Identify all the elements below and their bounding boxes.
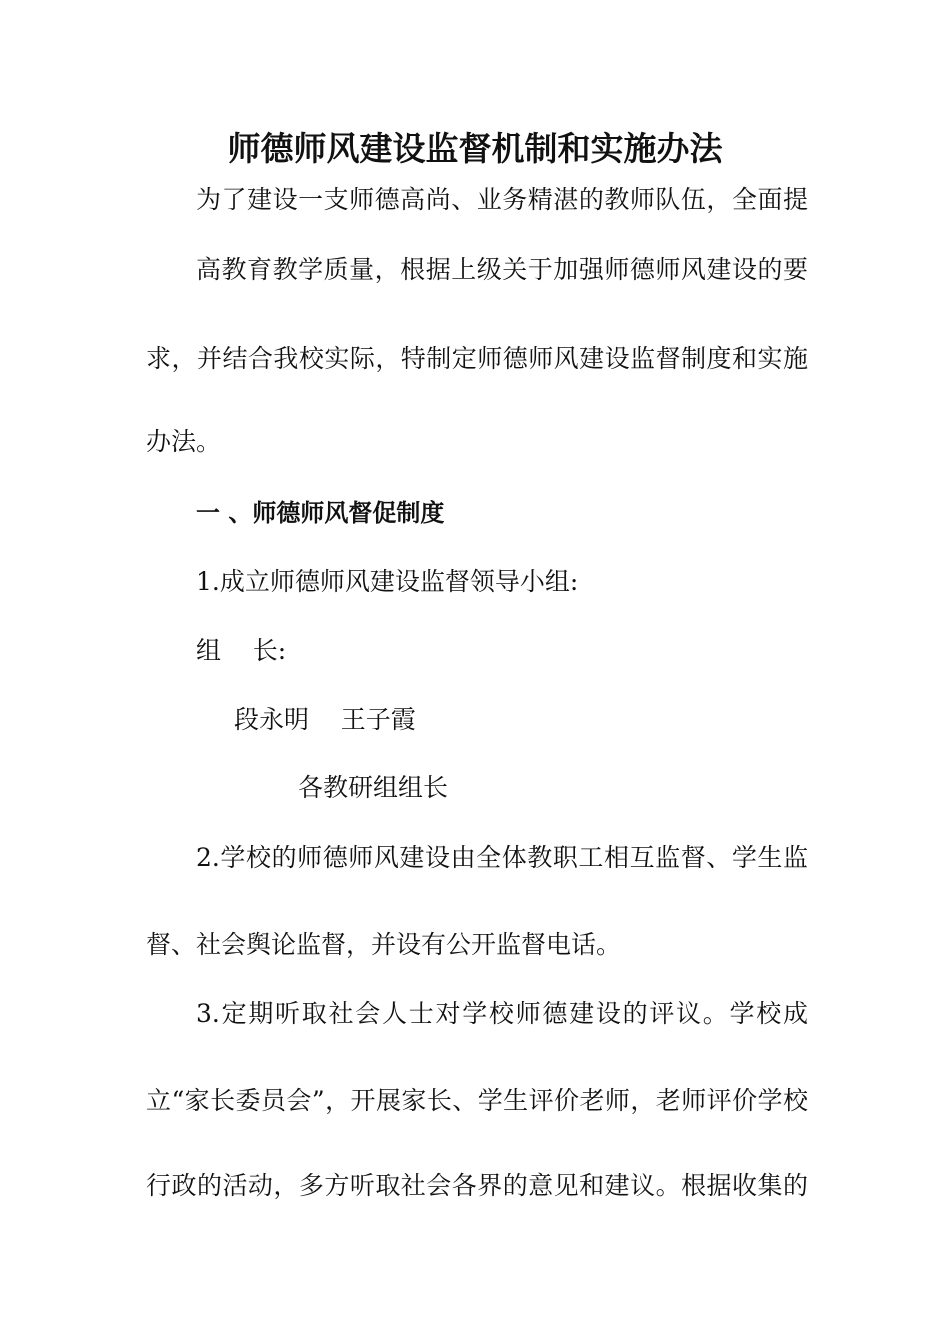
group-leader-label: 组 长: (196, 636, 287, 665)
list-item-2-line-2: 督、社会舆论监督，并设有公开监督电话。 (146, 930, 622, 959)
paragraph-line-3: 求，并结合我校实际，特制定师德师风建设监督制度和实施 (146, 344, 808, 373)
group-members: 各教研组组长 (298, 773, 449, 802)
document-title: 师德师风建设监督机制和实施办法 (227, 129, 723, 168)
list-item-1: 1.成立师德师风建设监督领导小组: (196, 567, 579, 596)
group-leader-names: 段永明 王子霞 (234, 705, 416, 734)
section-heading-1: 一 、师德师风督促制度 (196, 499, 445, 527)
list-item-3-line-2: 立“家长委员会”，开展家长、学生评价老师，老师评价学校 (146, 1086, 808, 1115)
paragraph-line-2: 高教育教学质量，根据上级关于加强师德师风建设的要 (196, 255, 808, 284)
list-item-3-line-1: 3.定期听取社会人士对学校师德建设的评议。学校成 (196, 999, 808, 1028)
list-item-3-line-3: 行政的活动，多方听取社会各界的意见和建议。根据收集的 (146, 1171, 808, 1200)
paragraph-line-4: 办法。 (146, 427, 222, 456)
paragraph-line-1: 为了建设一支师德高尚、业务精湛的教师队伍，全面提 (196, 185, 808, 214)
list-item-2-line-1: 2.学校的师德师风建设由全体教职工相互监督、学生监 (196, 843, 808, 872)
